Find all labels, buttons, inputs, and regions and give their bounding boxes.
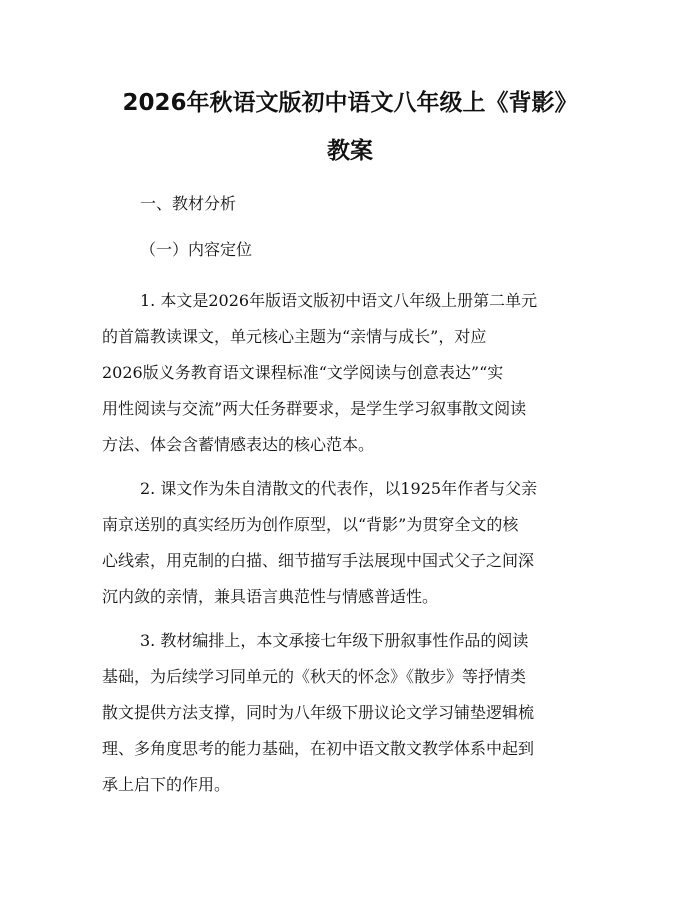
section-heading-textbook-analysis: 一、教材分析 [140,194,237,213]
paragraph-line: 2026版义务教育语文课程标准“文学阅读与创意表达”“实 [102,363,504,382]
paragraph-line: 理、多角度思考的能力基础，在初中语文散文教学体系中起到 [102,739,535,758]
paragraph-line: 承上启下的作用。 [102,775,231,794]
paragraph-line: 方法、体会含蓄情感表达的核心范本。 [102,435,375,454]
paragraph-line: 沉内敛的亲情，兼具语言典范性与情感普适性。 [102,587,439,606]
subsection-heading-content-positioning: （一）内容定位 [140,240,253,259]
paragraph-1 [102,283,602,463]
document-title-continued: 教案 [327,138,373,164]
paragraph-line: 用性阅读与交流”两大任务群要求，是学生学习叙事散文阅读 [102,399,527,418]
paragraph-line: 基础，为后续学习同单元的《秋天的怀念》《散步》等抒情类 [102,667,527,686]
document-title: 2026年秋语文版初中语文八年级上《背影》 [122,90,578,116]
paragraph-line: 3. 教材编排上，本文承接七年级下册叙事性作品的阅读 [140,631,529,650]
paragraph-line: 的首篇教读课文，单元核心主题为“亲情与成长”，对应 [102,327,487,346]
paragraph-line: 1. 本文是2026年版语文版初中语文八年级上册第二单元 [140,291,538,310]
paragraph-line: 散文提供方法支撑，同时为八年级下册议论文学习铺垫逻辑梳 [102,703,535,722]
paragraph-3 [102,623,602,803]
paragraph-line: 2. 课文作为朱自清散文的代表作，以1925年作者与父亲 [140,479,538,498]
paragraph-line: 心线索，用克制的白描、细节描写手法展现中国式父子之间深 [102,551,535,570]
paragraph-2 [102,471,602,615]
paragraph-line: 南京送别的真实经历为创作原型，以“背影”为贯穿全文的核 [102,515,519,534]
